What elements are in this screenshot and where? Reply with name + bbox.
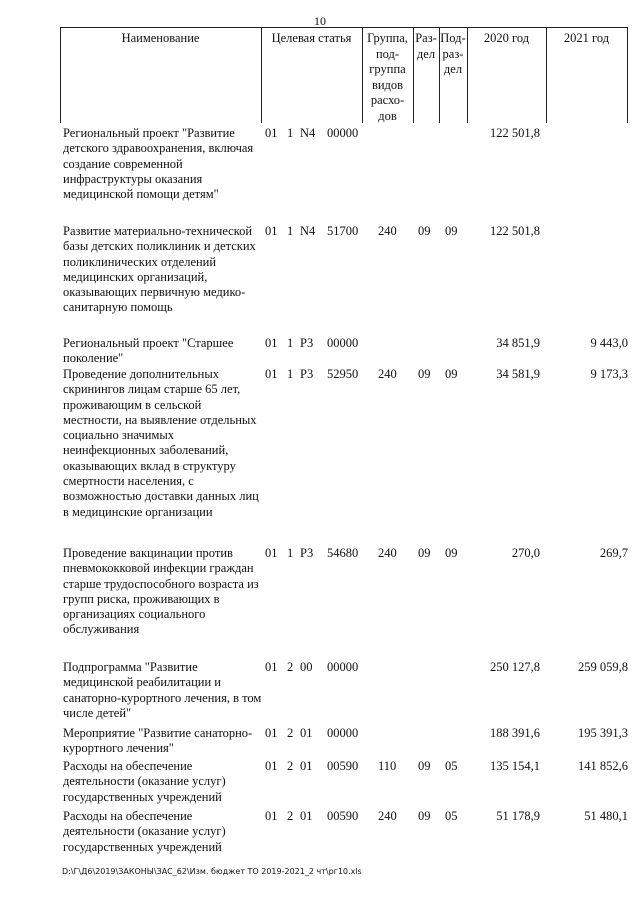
row-name: Проведение дополнительных скринингов лицам старше 65 лет, проживающим в сельской местности, на выявление отдельных социально значимых неинфекционных заболеваний, оказывающих вклад в структуру смертности населения, с возможностью доставки данных лиц в медицинские организации <box>63 367 259 519</box>
value-2021: 51 480,1 <box>584 809 628 823</box>
code-program: 01 <box>265 546 278 560</box>
row-name: Региональный проект "Развитие детского здравоохранения, включая создание современной инфраструктуры оказания медицинской помощи детям" <box>63 126 254 202</box>
subsection-code: 05 <box>445 809 458 823</box>
value-2020: 135 154,1 <box>490 759 540 773</box>
value-2021: 141 852,6 <box>578 759 628 773</box>
expense-group: 240 <box>378 224 397 238</box>
value-2020: 51 178,9 <box>496 809 540 823</box>
code-project: N4 <box>300 126 316 140</box>
code-direction: 51700 <box>327 224 359 238</box>
code-project: 01 <box>300 809 313 823</box>
code-project: 01 <box>300 759 313 773</box>
code-subprogram: 1 <box>287 224 294 238</box>
value-2020: 270,0 <box>511 546 540 560</box>
code-direction: 54680 <box>327 546 359 560</box>
row-name: Развитие материально-технической базы детских поликлиник и детских поликлинических отделений медицинских организаций, оказывающих первичную медико-санитарную помощь <box>63 224 256 315</box>
file-path-footer: D:\Г\Д6\2019\ЗАКОНЫ\ЗАС_62\Изм. бюджет ТО 2019-2021_2 чт\рг10.xls <box>62 867 362 876</box>
code-project: N4 <box>300 224 316 238</box>
value-2020: 250 127,8 <box>490 660 540 674</box>
header-2021: 2021 год <box>563 31 610 45</box>
code-program: 01 <box>265 726 278 740</box>
expense-group: 110 <box>378 759 397 773</box>
section-code: 09 <box>418 809 431 823</box>
subsection-code: 09 <box>445 367 458 381</box>
code-program: 01 <box>265 367 278 381</box>
code-subprogram: 1 <box>287 126 294 140</box>
value-2020: 188 391,6 <box>490 726 540 740</box>
value-2021: 259 059,8 <box>578 660 628 674</box>
section-code: 09 <box>418 367 431 381</box>
code-subprogram: 2 <box>287 759 294 773</box>
section-code: 09 <box>418 546 431 560</box>
subsection-code: 05 <box>445 759 458 773</box>
value-2021: 195 391,3 <box>578 726 628 740</box>
code-program: 01 <box>265 660 278 674</box>
code-direction: 00000 <box>327 726 359 740</box>
page-number: 10 <box>314 14 326 28</box>
code-project: P3 <box>300 336 314 350</box>
code-project: P3 <box>300 367 314 381</box>
header-section: Раз- дел <box>415 31 437 61</box>
row-name: Подпрограмма "Развитие медицинской реабилитации и санаторно-курортного лечения, в том числе детей" <box>63 660 262 720</box>
expense-group: 240 <box>378 546 397 560</box>
code-project: 01 <box>300 726 313 740</box>
value-2021: 9 173,3 <box>590 367 628 381</box>
value-2020: 122 501,8 <box>490 126 540 140</box>
code-project: P3 <box>300 546 314 560</box>
expense-group: 240 <box>378 809 397 823</box>
header-group: Группа, под- группа видов расхо- дов <box>367 31 408 123</box>
row-name: Мероприятие "Развитие санаторно-курортного лечения" <box>63 726 253 756</box>
value-2020: 34 851,9 <box>496 336 540 350</box>
value-2020: 122 501,8 <box>490 224 540 238</box>
value-2021: 269,7 <box>599 546 628 560</box>
code-program: 01 <box>265 224 278 238</box>
value-2021: 9 443,0 <box>590 336 628 350</box>
code-program: 01 <box>265 126 278 140</box>
row-name: Расходы на обеспечение деятельности (оказание услуг) государственных учреждений <box>63 809 226 854</box>
subsection-code: 09 <box>445 546 458 560</box>
value-2020: 34 581,9 <box>496 367 540 381</box>
subsection-code: 09 <box>445 224 458 238</box>
row-name: Региональный проект "Старшее поколение" <box>63 336 234 366</box>
code-subprogram: 1 <box>287 546 294 560</box>
header-target: Целевая статья <box>271 31 352 45</box>
header-name: Наименование <box>121 31 200 45</box>
expense-group: 240 <box>378 367 397 381</box>
header-subsection: Под- раз- дел <box>440 31 466 76</box>
code-direction: 00000 <box>327 336 359 350</box>
code-direction: 00590 <box>327 809 359 823</box>
row-name: Расходы на обеспечение деятельности (оказание услуг) государственных учреждений <box>63 759 226 804</box>
code-program: 01 <box>265 759 278 773</box>
code-subprogram: 1 <box>287 336 294 350</box>
section-code: 09 <box>418 759 431 773</box>
code-direction: 00590 <box>327 759 359 773</box>
code-subprogram: 2 <box>287 660 294 674</box>
code-subprogram: 1 <box>287 367 294 381</box>
code-program: 01 <box>265 336 278 350</box>
code-subprogram: 2 <box>287 809 294 823</box>
code-direction: 00000 <box>327 660 359 674</box>
code-subprogram: 2 <box>287 726 294 740</box>
code-direction: 52950 <box>327 367 359 381</box>
section-code: 09 <box>418 224 431 238</box>
code-project: 00 <box>300 660 313 674</box>
header-2020: 2020 год <box>483 31 530 45</box>
code-program: 01 <box>265 809 278 823</box>
code-direction: 00000 <box>327 126 359 140</box>
row-name: Проведение вакцинации против пневмококковой инфекции граждан старше трудоспособного возраста из групп риска, проживающих в организациях социального обслуживания <box>63 546 259 637</box>
